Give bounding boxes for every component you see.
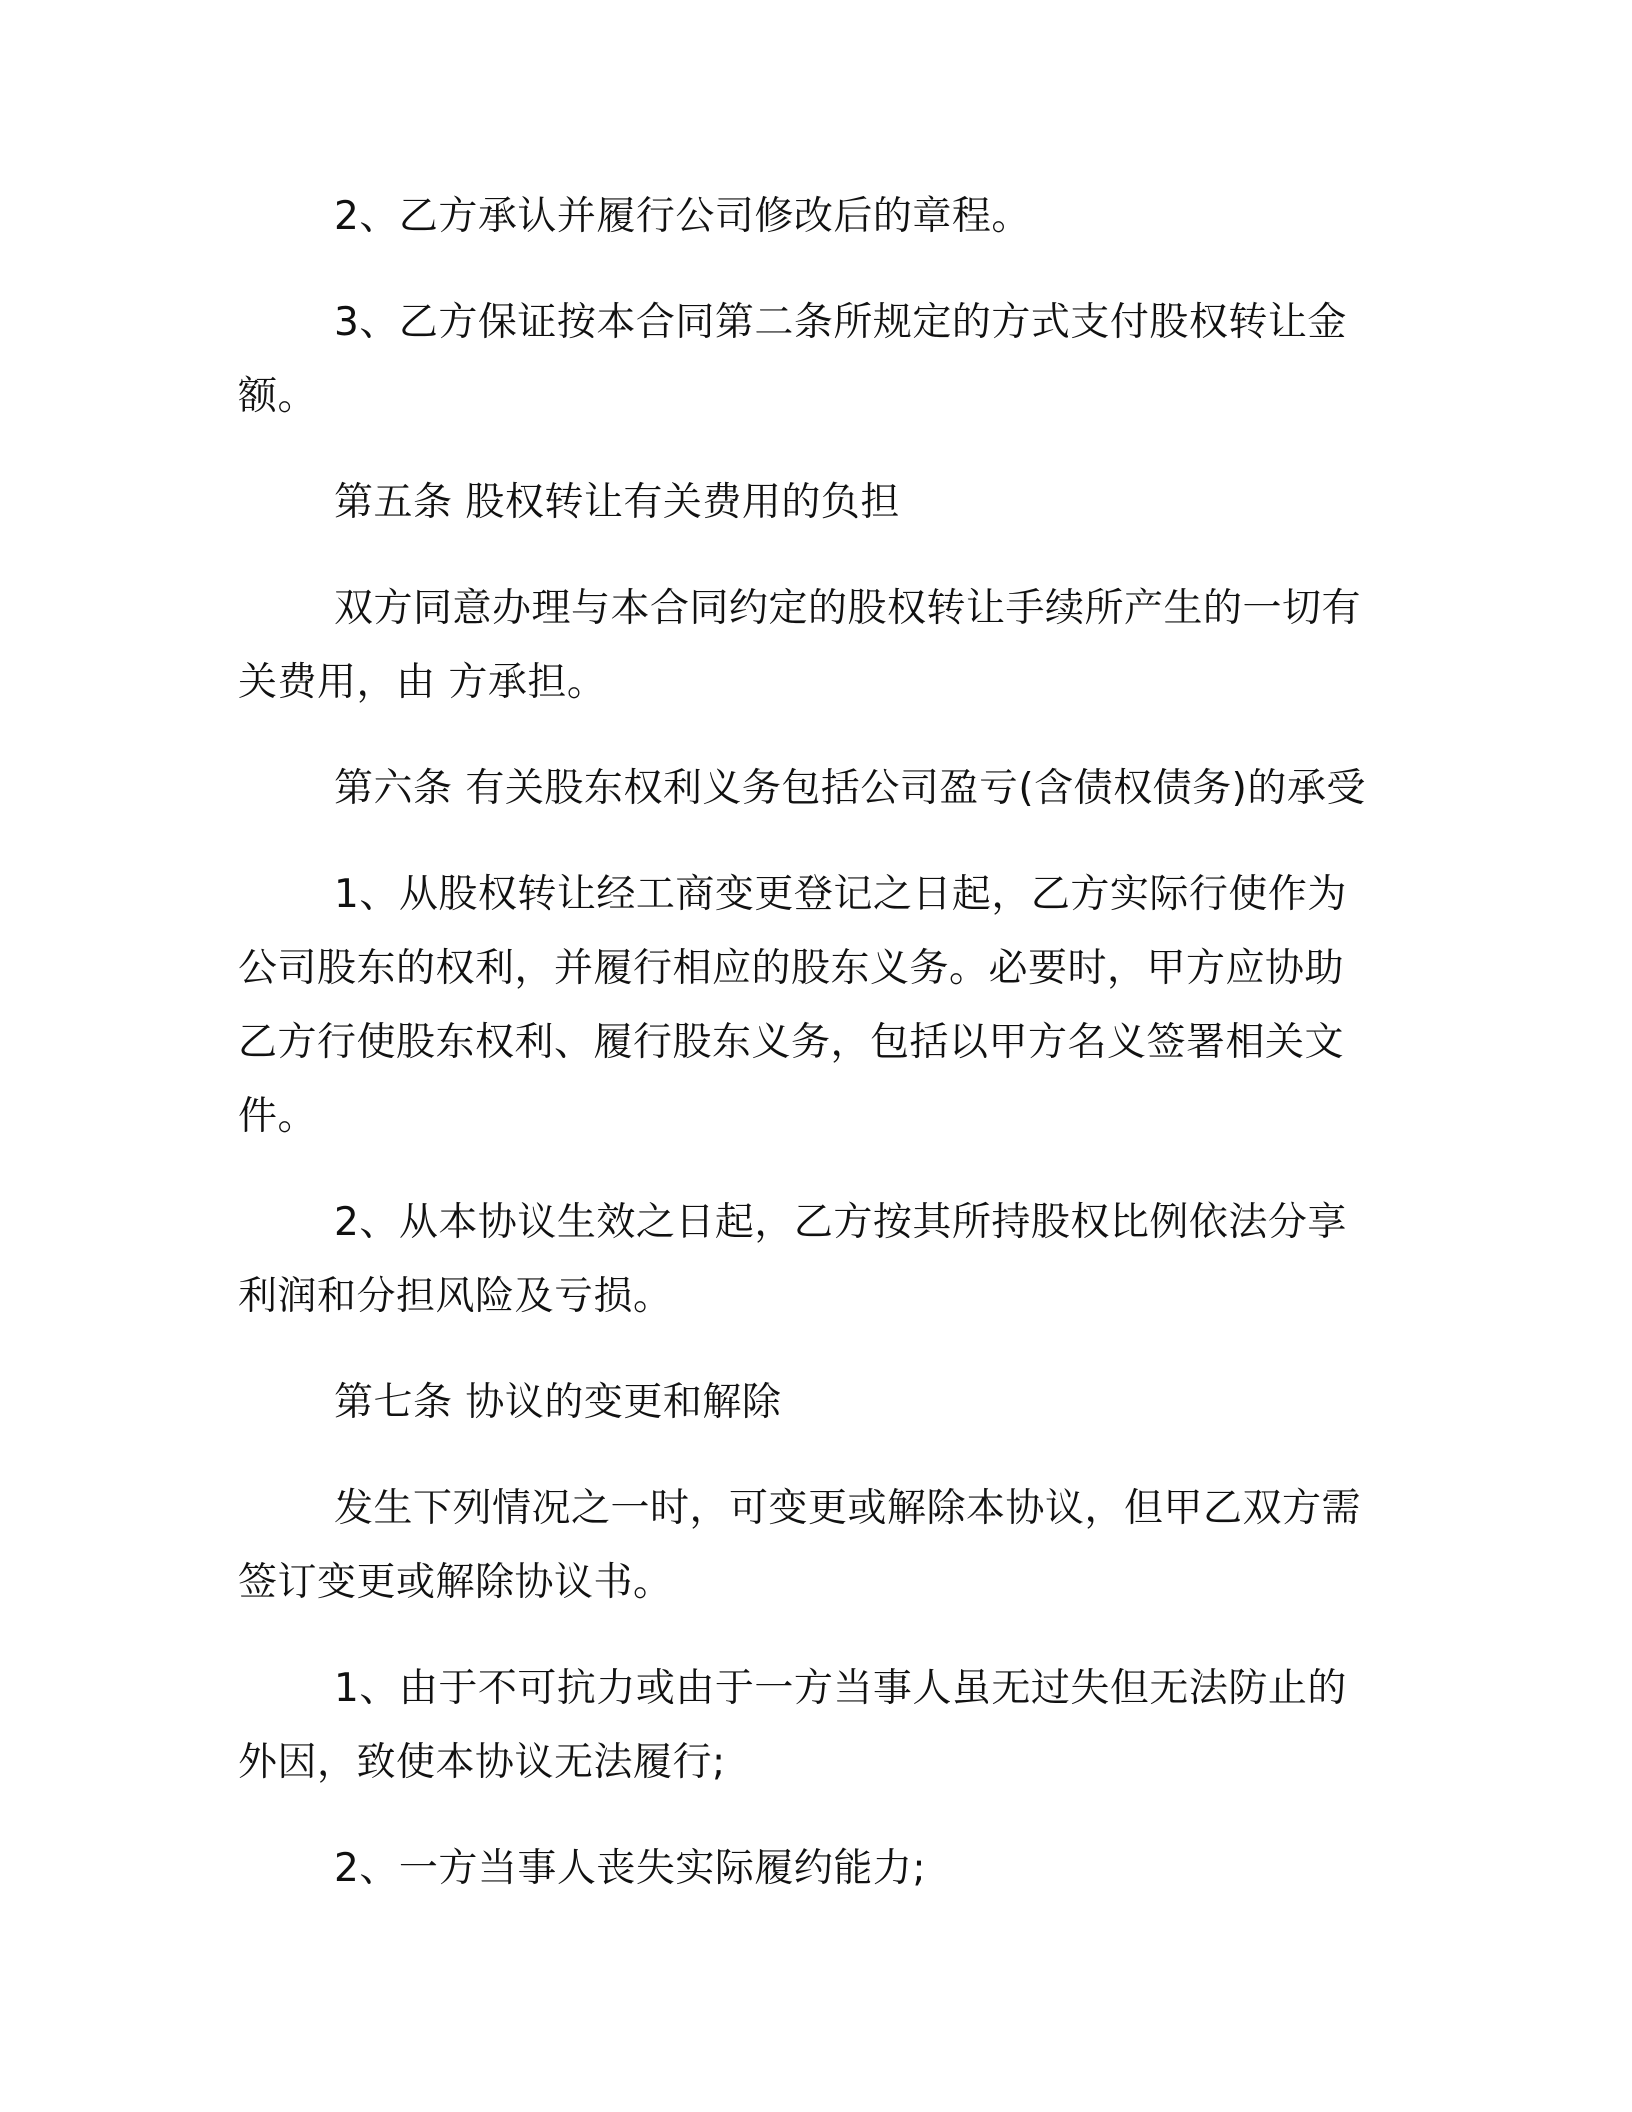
article-7-intro: 发生下列情况之一时，可变更或解除本协议，但甲乙双方需签订变更或解除协议书。 [238,1486,1362,1605]
article-5-body: 双方同意办理与本合同约定的股权转让手续所产生的一切有关费用，由 方承担。 [238,586,1362,705]
article-6-heading: 第六条 有关股东权利义务包括公司盈亏(含债权债务)的承受 [334,766,1366,811]
article-7-heading: 第七条 协议的变更和解除 [334,1380,782,1425]
article-6-item-1: 1、从股权转让经工商变更登记之日起，乙方实际行使作为公司股东的权利，并履行相应的股东义务。必要时，甲方应协助乙方行使股东权利、履行股东义务，包括以甲方名义签署相关文件。 [238,872,1347,1139]
article-6-item-2: 2、从本协议生效之日起，乙方按其所持股权比例依法分享利润和分担风险及亏损。 [238,1200,1347,1319]
document-body [238,180,1378,1938]
article-7-item-2: 2、一方当事人丧失实际履约能力; [334,1846,926,1891]
clause-4-item-3: 3、乙方保证按本合同第二条所规定的方式支付股权转让金额。 [238,300,1347,419]
clause-4-item-2: 2、乙方承认并履行公司修改后的章程。 [334,194,1031,239]
article-5-heading: 第五条 股权转让有关费用的负担 [334,480,900,525]
article-7-item-1: 1、由于不可抗力或由于一方当事人虽无过失但无法防止的外因，致使本协议无法履行; [238,1666,1347,1785]
